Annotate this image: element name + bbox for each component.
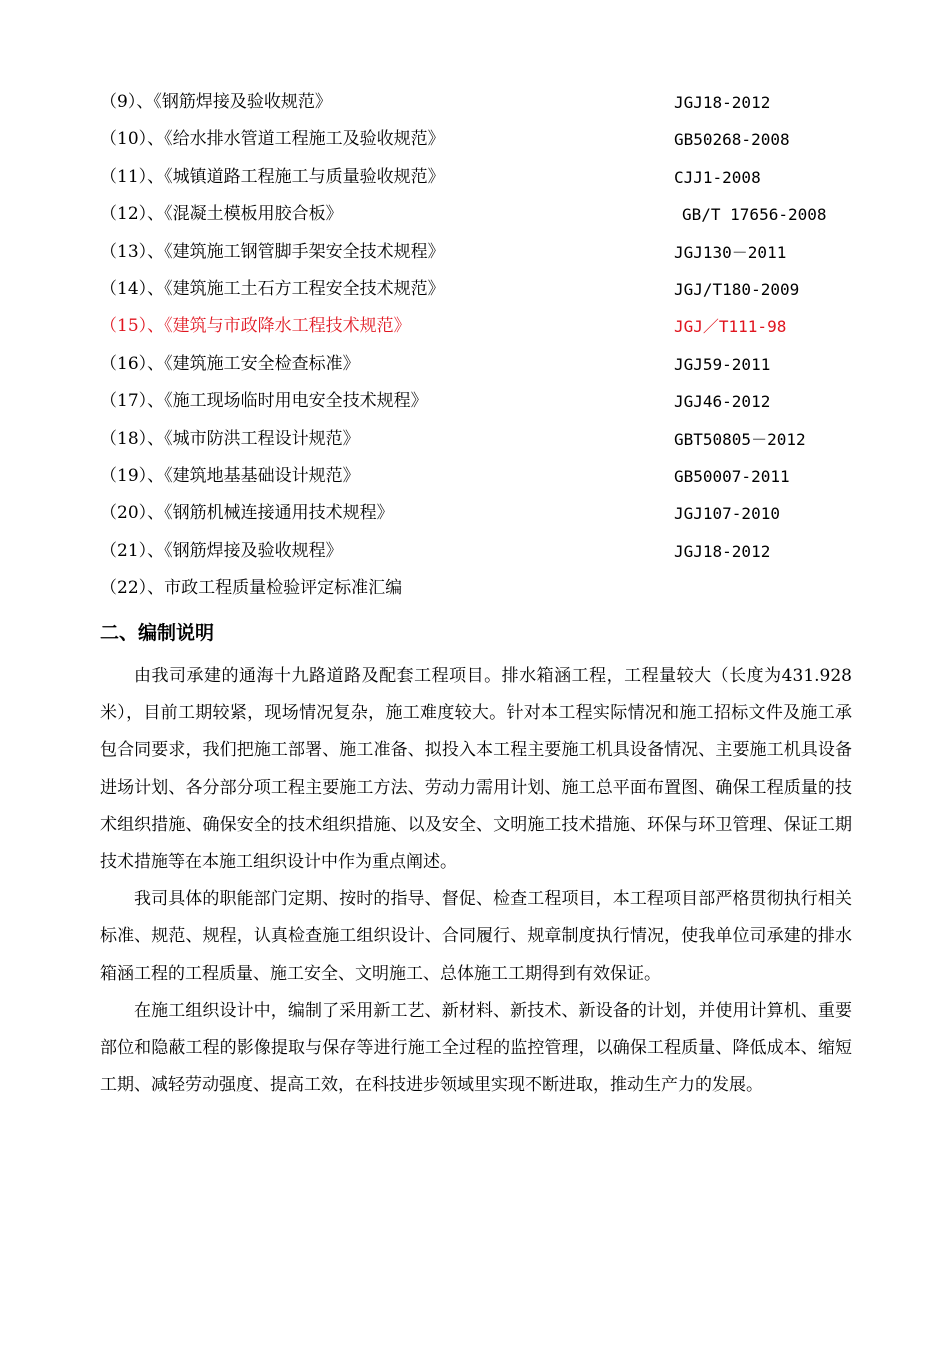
standard-name: （12）、《混凝土模板用胶合板》	[100, 204, 343, 225]
standard-name: （11）、《城镇道路工程施工与质量验收规范》	[100, 166, 445, 187]
standards-list	[100, 84, 860, 607]
standard-code: GB50007-2011	[674, 466, 790, 486]
standard-item	[100, 159, 860, 196]
standard-item	[100, 570, 860, 607]
paragraph: 我司具体的职能部门定期、按时的指导、督促、检查工程项目，本工程项目部严格贯彻执行相关标准、规范、规程，认真检查施工组织设计、合同履行、规章制度执行情况，使我单位司承建的排水箱涵工程的工程质量、施工安全、文明施工、总体施工工期得到有效保证。	[100, 889, 852, 984]
standard-code: GB50268-2008	[674, 130, 790, 150]
standard-item	[100, 271, 860, 308]
standard-code: JGJ18-2012	[674, 93, 771, 112]
standard-name: （9）、《钢筋焊接及验收规范》	[100, 92, 332, 112]
standard-name: （18）、《城市防洪工程设计规范》	[100, 428, 360, 449]
standard-name: （17）、《施工现场临时用电安全技术规程》	[100, 391, 428, 412]
standard-code: JGJ107-2010	[674, 504, 780, 524]
standard-code: CJJ1-2008	[674, 167, 761, 187]
paragraph: 由我司承建的通海十九路道路及配套工程项目。排水箱涵工程，工程量较大（长度为431.928 米），目前工期较紧，现场情况复杂，施工难度较大。针对本工程实际情况和施工招标文件及施工承包合同要求，我们把施工部署、施工准备、拟投入本工程主要施工机具设备情况、主要施工机具设备进场计划、各分部分项工程主要施工方法、劳动力需用计划、施工总平面布置图、确保工程质量的技术组织措施、确保安全的技术组织措施、以及安全、文明施工技术措施、环保与环卫管理、保证工期技术措施等在本施工组织设计中作为重点阐述。	[100, 666, 852, 873]
standard-name: （19）、《建筑地基基础设计规范》	[100, 465, 360, 486]
standard-name: （15）、《建筑与市政降水工程技术规范》	[100, 316, 411, 337]
standard-item	[100, 533, 860, 570]
standard-code: JGJ18-2012	[674, 541, 771, 561]
standard-item	[100, 458, 860, 495]
standard-item	[100, 121, 860, 158]
paragraph: 在施工组织设计中，编制了采用新工艺、新材料、新技术、新设备的计划，并使用计算机、重要部位和隐蔽工程的影像提取与保存等进行施工全过程的监控管理，以确保工程质量、降低成本、缩短工期、减轻劳动强度、提高工效，在科技进步领域里实现不断进取，推动生产力的发展。	[100, 1000, 852, 1096]
standard-item	[100, 234, 860, 271]
standard-item	[100, 346, 860, 383]
standard-code: JGJ59-2011	[674, 354, 771, 374]
standard-name: （14）、《建筑施工土石方工程安全技术规范》	[100, 278, 445, 299]
standard-name: （10）、《给水排水管道工程施工及验收规范》	[100, 129, 445, 150]
standard-item	[100, 196, 860, 233]
standard-name: （16）、《建筑施工安全检查标准》	[100, 353, 360, 374]
standard-item	[100, 383, 860, 420]
standard-code: JGJ46-2012	[674, 392, 771, 412]
standard-name: （22）、市政工程质量检验评定标准汇编	[100, 578, 403, 599]
standard-name: （20）、《钢筋机械连接通用技术规程》	[100, 503, 394, 524]
standard-name: （21）、《钢筋焊接及验收规程》	[100, 540, 343, 561]
standard-name: （13）、《建筑施工钢管脚手架安全技术规程》	[100, 241, 445, 262]
standard-item	[100, 84, 860, 121]
standard-item-highlighted	[100, 308, 860, 345]
standard-code: JGJ130－2011	[674, 242, 787, 262]
standard-item	[100, 495, 860, 532]
standard-code: JGJ/T180-2009	[674, 279, 800, 299]
standard-code: JGJ／T111-98	[674, 317, 787, 337]
section-body	[100, 658, 852, 1104]
section-title: 二、编制说明	[100, 622, 215, 644]
standard-item	[100, 421, 860, 458]
standard-code: GB/T 17656-2008	[682, 205, 827, 225]
standard-code: GBT50805－2012	[674, 429, 806, 449]
